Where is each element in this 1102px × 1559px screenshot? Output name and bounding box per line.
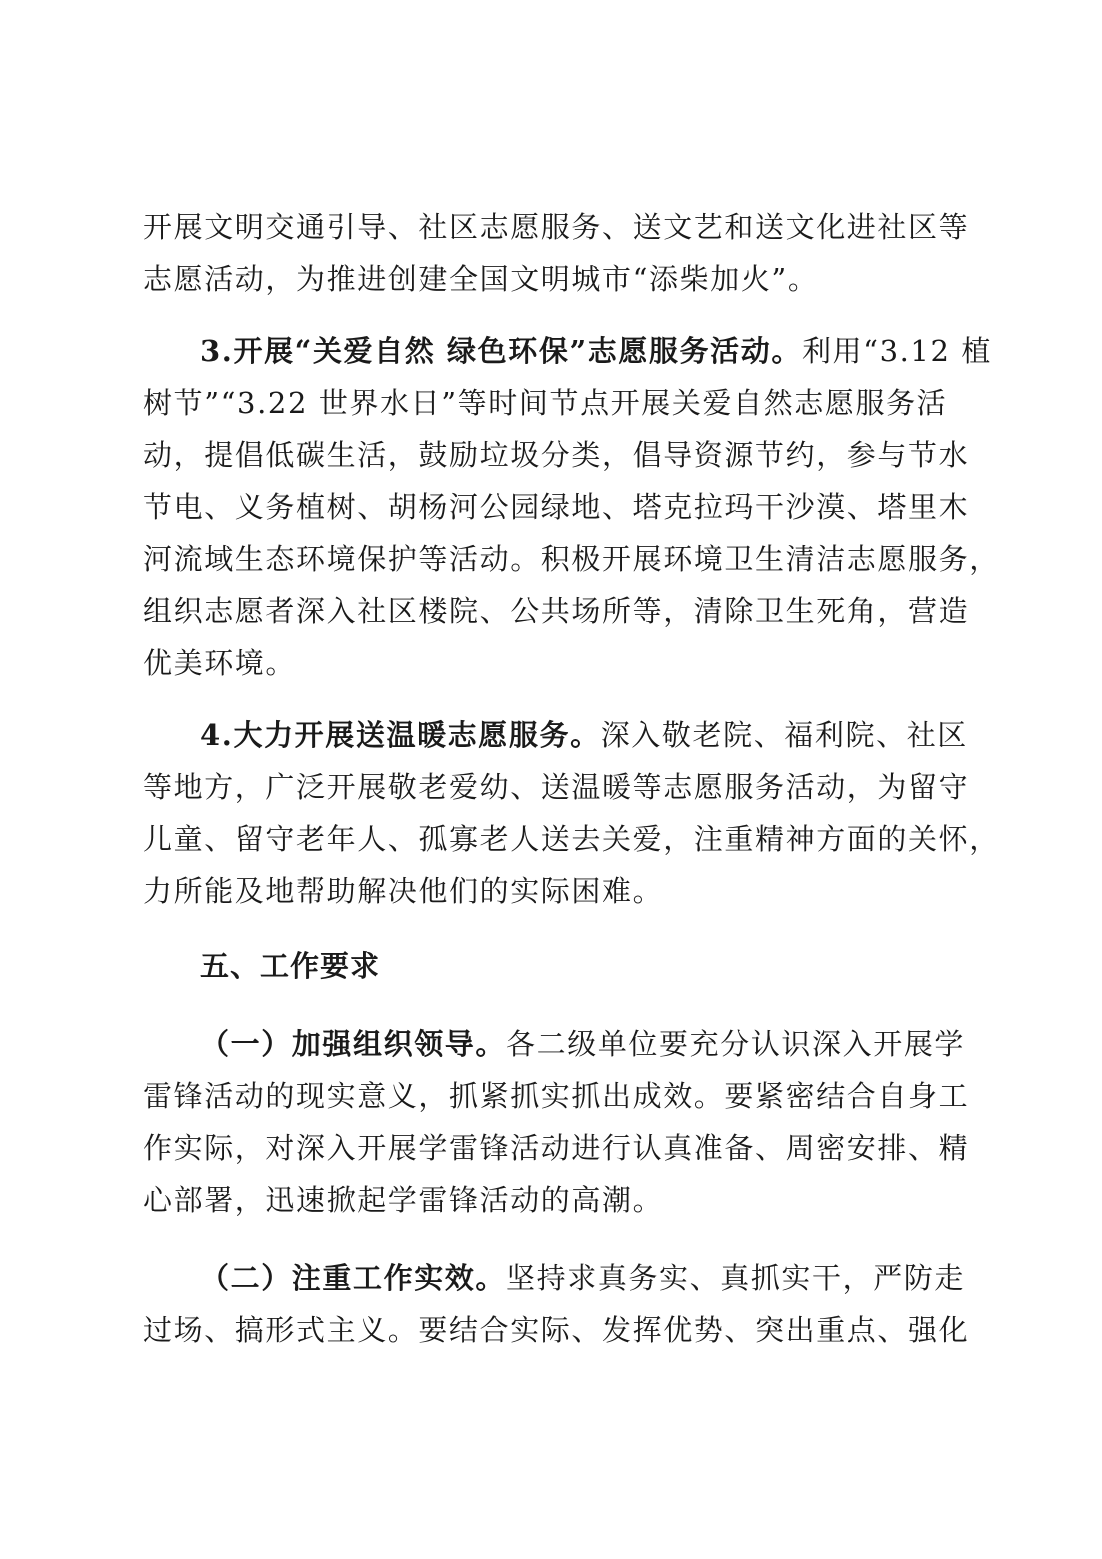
- paragraph-line: 组织志愿者深入社区楼院、公共场所等，清除卫生死角，营造: [143, 594, 970, 628]
- paragraph-line: 雷锋活动的现实意义，抓紧抓实抓出成效。要紧密结合自身工: [143, 1079, 970, 1113]
- subsection-title-4: 4.大力开展送温暖志愿服务。: [200, 718, 601, 752]
- paragraph-line: 过场、搞形式主义。要结合实际、发挥优势、突出重点、强化: [143, 1313, 970, 1347]
- paragraph-line: 作实际，对深入开展学雷锋活动进行认真准备、周密安排、精: [143, 1131, 970, 1165]
- section-heading: 五、工作要求: [200, 949, 381, 983]
- subsection-title-2: （二）注重工作实效。: [200, 1261, 507, 1295]
- paragraph-line: 开展文明交通引导、社区志愿服务、送文艺和送文化进社区等: [143, 210, 970, 244]
- paragraph-line: 节电、义务植树、胡杨河公园绿地、塔克拉玛干沙漠、塔里木: [143, 490, 970, 524]
- paragraph-text: 深入敬老院、福利院、社区: [600, 718, 968, 752]
- paragraph-first-line: [200, 1252, 966, 1304]
- paragraph-line: 优美环境。: [143, 646, 297, 680]
- paragraph-line: 志愿活动，为推进创建全国文明城市“添柴加火”。: [143, 262, 819, 296]
- paragraph-text: 坚持求真务实、真抓实干，严防走: [506, 1261, 966, 1295]
- paragraph-text: 各二级单位要充分认识深入开展学: [506, 1027, 966, 1061]
- paragraph-text: 利用“3.12 植: [801, 334, 992, 368]
- subsection-title-3: 3.开展“关爱自然 绿色环保”志愿服务活动。: [200, 334, 802, 368]
- paragraph-line: 儿童、留守老年人、孤寡老人送去关爱，注重精神方面的关怀，: [143, 822, 1000, 856]
- paragraph-line: 动，提倡低碳生活，鼓励垃圾分类，倡导资源节约，参与节水: [143, 438, 970, 472]
- paragraph-first-line: [200, 1018, 966, 1070]
- paragraph-first-line: [200, 709, 968, 761]
- paragraph-line: 力所能及地帮助解决他们的实际困难。: [143, 874, 664, 908]
- paragraph-line: 树节”“3.22 世界水日”等时间节点开展关爱自然志愿服务活: [143, 386, 948, 420]
- paragraph-line: 河流域生态环境保护等活动。积极开展环境卫生清洁志愿服务，: [143, 542, 1000, 576]
- paragraph-line: 心部署，迅速掀起学雷锋活动的高潮。: [143, 1183, 664, 1217]
- paragraph-first-line: [200, 325, 992, 377]
- subsection-title-1: （一）加强组织领导。: [200, 1027, 507, 1061]
- paragraph-line: 等地方，广泛开展敬老爱幼、送温暖等志愿服务活动，为留守: [143, 770, 970, 804]
